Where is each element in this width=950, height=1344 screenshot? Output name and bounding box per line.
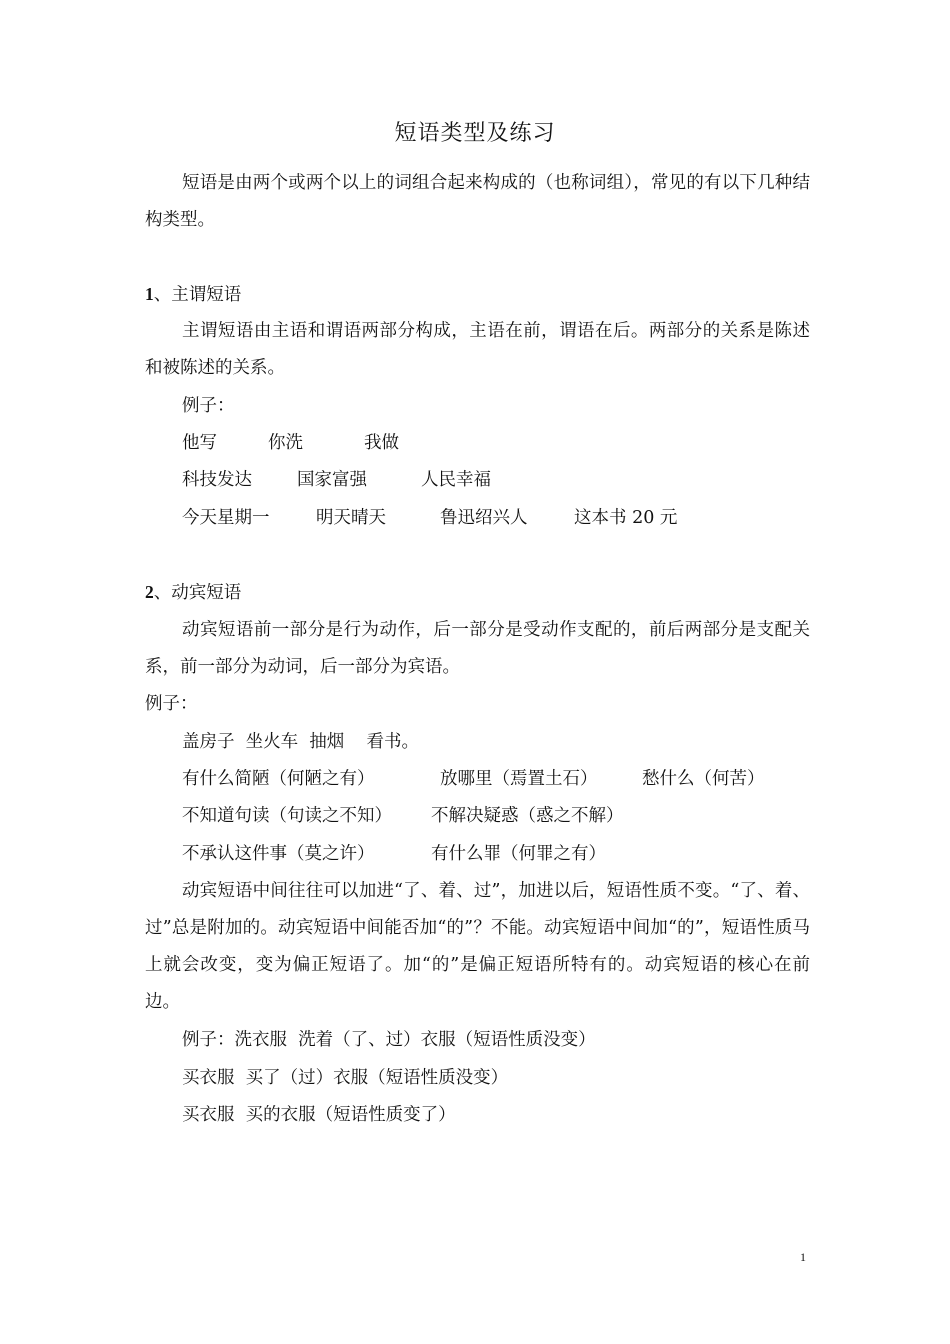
section-1-heading [145,276,241,314]
example-phrase: 今天星期一 [182,508,270,528]
example-line: 买衣服 买的衣服（短语性质变了） [182,1105,456,1125]
example-phrase: 鲁迅绍兴人 [440,508,528,528]
example-phrase: 国家富强 [297,470,367,490]
section-title: 、主谓短语 [153,285,242,305]
example-phrase: 有什么简陋（何陋之有） [182,769,375,789]
example-phrase: 这本书 20 元 [574,508,678,528]
example-phrase: 你洗 [268,433,303,453]
example-phrase: 不知道句读（句读之不知） [182,806,392,826]
section-2-note: 动宾短语中间往往可以加进“了、着、过”，加进以后，短语性质不变。“了、着、过”总是附加的。动宾短语中间能否加“的”？不能。动宾短语中间加“的”，短语性质马上就会改变，变为偏正短语了。加“的”是偏正短语所特有的。动宾短语的核心在前边。 [145,881,810,1012]
example-phrase: 不解决疑惑（惑之不解） [431,806,624,826]
example-phrase: 他写 [182,433,217,453]
example-phrase: 我做 [364,433,399,453]
section-title: 、动宾短语 [153,583,242,603]
example-phrase: 人民幸福 [421,470,491,490]
example-line: 例子：洗衣服 洗着（了、过）衣服（短语性质没变） [182,1030,596,1050]
example-phrase: 科技发达 [182,470,252,490]
section-2-description: 动宾短语前一部分是行为动作，后一部分是受动作支配的，前后两部分是支配关系，前一部分为动词，后一部分为宾语。 [145,620,810,677]
example-line: 买衣服 买了（过）衣服（短语性质没变） [182,1068,509,1088]
section-2-heading [145,574,241,612]
intro-paragraph: 短语是由两个或两个以上的词组合起来构成的（也称词组），常见的有以下几种结构类型。 [145,173,810,230]
example-phrase: 有什么罪（何罪之有） [431,844,606,864]
example-phrase: 盖房子 坐火车 抽烟 看书。 [182,732,420,752]
example-label: 例子： [182,396,235,416]
page-title: 短语类型及练习 [394,121,556,146]
example-label: 例子： [145,694,198,714]
section-number: 1 [145,284,154,304]
section-number: 2 [145,582,154,602]
example-phrase: 放哪里（焉置土石） [440,769,598,789]
example-phrase: 愁什么（何苦） [642,769,765,789]
example-phrase: 不承认这件事（莫之许） [182,844,375,864]
example-phrase: 明天晴天 [316,508,386,528]
page-number: 1 [800,1250,806,1264]
section-1-description: 主谓短语由主语和谓语两部分构成，主语在前，谓语在后。两部分的关系是陈述和被陈述的关系。 [145,321,810,378]
